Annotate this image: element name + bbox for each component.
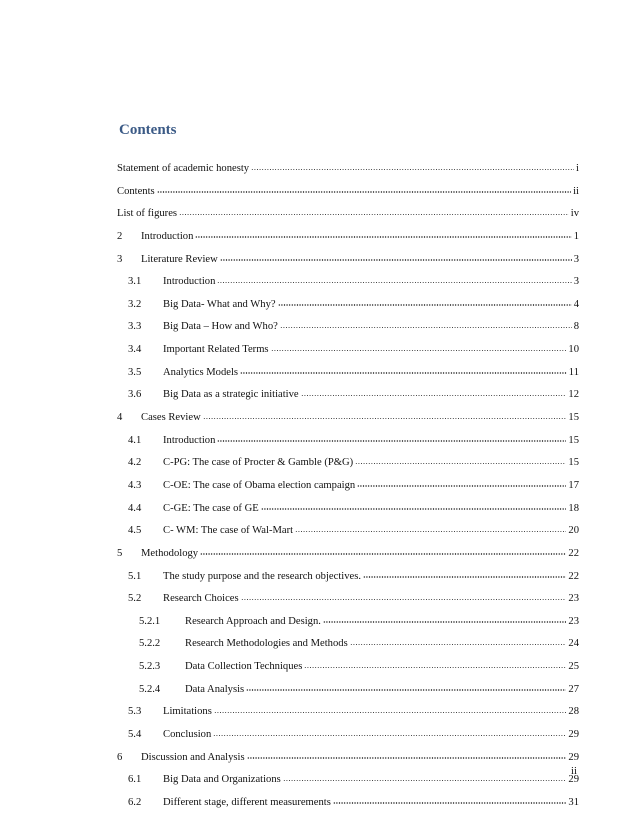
toc-entry[interactable]: [117, 503, 579, 526]
toc-entry-page: 29: [568, 729, 579, 741]
toc-entry-number: 4.5: [128, 525, 142, 537]
toc-entry-title: Different stage, different measurements: [163, 796, 331, 808]
dot-leader: [251, 169, 574, 171]
dot-leader: [214, 712, 567, 714]
toc-entry-title: C-PG: The case of Procter & Gamble (P&G): [163, 457, 354, 469]
toc-entry-title: Big Data – How and Who?: [163, 321, 278, 333]
toc-entry-number: 3: [117, 253, 123, 265]
toc-entry[interactable]: [117, 344, 579, 367]
toc-entry-number: 5.2: [128, 593, 142, 605]
toc-entry-title: Conclusion: [163, 729, 212, 741]
dot-leader: [304, 667, 566, 669]
dot-leader: [280, 327, 572, 329]
toc-entry-title: Contents: [117, 185, 155, 197]
toc-entry[interactable]: [117, 186, 579, 209]
dot-leader: [295, 531, 566, 533]
table-of-contents: [117, 163, 579, 820]
toc-entry-title: C- WM: The case of Wal-Mart: [163, 525, 294, 537]
toc-entry-page: 15: [568, 434, 579, 446]
toc-entry[interactable]: [117, 571, 579, 594]
toc-entry-number: 3.5: [128, 366, 142, 378]
toc-entry[interactable]: [117, 638, 579, 661]
dot-leader: [213, 735, 566, 737]
toc-entry-page: 17: [568, 479, 579, 491]
toc-entry-number: 6: [117, 751, 123, 763]
dot-leader: [355, 463, 566, 465]
toc-entry-page: 12: [568, 389, 579, 401]
toc-entry-number: 4.1: [128, 434, 142, 446]
toc-entry[interactable]: [117, 389, 579, 412]
toc-entry-title: Introduction: [163, 434, 216, 446]
dot-leader: [261, 508, 567, 510]
toc-entry-number: 5.2.1: [139, 615, 161, 627]
toc-entry[interactable]: [117, 616, 579, 639]
toc-entry-number: 4.2: [128, 457, 142, 469]
toc-entry-page: i: [576, 163, 579, 174]
toc-entry-number: 5.2.4: [139, 683, 161, 695]
toc-entry-page: 25: [568, 661, 579, 673]
toc-entry-title: C-OE: The case of Obama election campaign: [163, 479, 356, 491]
toc-entry-number: 4.3: [128, 479, 142, 491]
toc-entry[interactable]: [117, 774, 579, 797]
toc-entry[interactable]: [117, 208, 579, 231]
toc-entry-number: 3.2: [128, 298, 142, 310]
toc-entry[interactable]: [117, 797, 579, 820]
toc-entry-title: Big Data- What and Why?: [163, 298, 276, 310]
toc-entry-page: 23: [568, 593, 579, 605]
page-number: ii: [571, 766, 577, 777]
toc-entry-title: Data Analysis: [185, 683, 245, 695]
toc-entry-page: 22: [568, 547, 579, 559]
toc-entry[interactable]: [117, 412, 579, 435]
toc-entry[interactable]: [117, 706, 579, 729]
dot-leader: [240, 372, 567, 374]
toc-entry[interactable]: [117, 525, 579, 548]
toc-entry-title: Discussion and Analysis: [141, 751, 245, 763]
toc-entry-title: Big Data as a strategic initiative: [163, 389, 299, 401]
dot-leader: [350, 644, 567, 646]
toc-entry-title: Important Related Terms: [163, 344, 269, 356]
toc-entry[interactable]: [117, 729, 579, 752]
dot-leader: [179, 214, 569, 216]
toc-entry-page: 15: [568, 457, 579, 469]
dot-leader: [246, 689, 566, 691]
dot-leader: [220, 259, 572, 261]
toc-entry-number: 5.2.2: [139, 638, 161, 650]
toc-entry-page: 15: [568, 412, 579, 424]
toc-entry[interactable]: [117, 276, 579, 299]
toc-entry-number: 3.3: [128, 321, 142, 333]
toc-entry-number: 5.4: [128, 729, 142, 741]
toc-entry-page: 31: [568, 796, 579, 808]
toc-entry-page: 10: [568, 344, 579, 356]
toc-entry-page: 11: [568, 366, 579, 378]
toc-entry-number: 4.4: [128, 502, 142, 514]
toc-entry-title: Statement of academic honesty: [117, 163, 250, 174]
toc-entry-title: Limitations: [163, 706, 212, 718]
toc-entry-title: C-GE: The case of GE: [163, 502, 259, 514]
toc-entry-page: 23: [568, 615, 579, 627]
toc-entry-page: 3: [573, 276, 579, 288]
toc-entry-page: 3: [573, 253, 579, 265]
toc-entry-title: Research Approach and Design.: [185, 615, 321, 627]
toc-entry-number: 3.1: [128, 276, 142, 288]
toc-entry-number: 5.2.3: [139, 661, 161, 673]
toc-entry[interactable]: [117, 752, 579, 775]
toc-entry[interactable]: [117, 231, 579, 254]
toc-entry[interactable]: [117, 593, 579, 616]
toc-entry-number: 5.3: [128, 706, 142, 718]
toc-entry-page: 24: [568, 638, 579, 650]
dot-leader: [241, 599, 567, 601]
toc-entry[interactable]: [117, 254, 579, 277]
toc-entry-number: 2: [117, 230, 123, 242]
toc-entry-page: 27: [568, 683, 579, 695]
dot-leader: [271, 350, 567, 352]
dot-leader: [357, 485, 566, 487]
toc-entry-page: 20: [568, 525, 579, 537]
dot-leader: [157, 191, 571, 193]
dot-leader: [203, 418, 567, 420]
toc-entry-page: 28: [568, 706, 579, 718]
toc-entry[interactable]: [117, 435, 579, 458]
toc-entry-page: 22: [568, 570, 579, 582]
toc-entry-page: 29: [568, 751, 579, 763]
toc-entry[interactable]: [117, 661, 579, 684]
dot-leader: [200, 553, 566, 555]
toc-entry-page: 1: [573, 230, 579, 242]
toc-entry-number: 6.2: [128, 796, 142, 808]
toc-entry-title: Analytics Models: [163, 366, 239, 378]
toc-entry-number: 5: [117, 547, 123, 559]
toc-entry-page: iv: [570, 208, 579, 220]
toc-entry[interactable]: [117, 163, 579, 186]
toc-entry-page: 4: [573, 298, 579, 310]
toc-entry-page: 18: [568, 502, 579, 514]
toc-entry-title: Big Data and Organizations: [163, 774, 281, 786]
toc-entry-title: Literature Review: [141, 253, 218, 265]
dot-leader: [323, 621, 566, 623]
toc-entry[interactable]: [117, 480, 579, 503]
dot-leader: [333, 802, 567, 804]
toc-entry[interactable]: [117, 321, 579, 344]
toc-entry-title: Cases Review: [141, 412, 201, 424]
toc-entry[interactable]: [117, 548, 579, 571]
toc-entry-title: Research Choices: [163, 593, 239, 605]
toc-entry-number: 5.1: [128, 570, 142, 582]
toc-entry-number: 3.6: [128, 389, 142, 401]
toc-heading: Contents: [119, 122, 177, 138]
toc-entry-title: The study purpose and the research objectives.: [163, 570, 361, 582]
dot-leader: [217, 282, 571, 284]
toc-entry-title: Introduction: [141, 230, 194, 242]
toc-entry-title: Methodology: [141, 547, 199, 559]
dot-leader: [217, 440, 566, 442]
dot-leader: [363, 576, 566, 578]
dot-leader: [195, 236, 571, 238]
toc-entry[interactable]: [117, 299, 579, 322]
dot-leader: [301, 395, 567, 397]
dot-leader: [247, 757, 567, 759]
toc-entry[interactable]: [117, 367, 579, 390]
toc-entry-number: 3.4: [128, 344, 142, 356]
dot-leader: [278, 304, 572, 306]
toc-entry-title: Data Collection Techniques: [185, 661, 303, 673]
toc-entry[interactable]: [117, 684, 579, 707]
toc-entry-title: List of figures: [117, 208, 178, 220]
toc-entry-number: 4: [117, 412, 123, 424]
toc-entry-page: 29: [568, 774, 579, 786]
toc-entry-number: 6.1: [128, 774, 142, 786]
toc-entry-title: Research Methodologies and Methods: [185, 638, 348, 650]
toc-entry-page: ii: [573, 185, 579, 197]
dot-leader: [283, 780, 567, 782]
toc-entry-page: 8: [573, 321, 579, 333]
toc-entry-title: Introduction: [163, 276, 216, 288]
toc-entry[interactable]: [117, 457, 579, 480]
